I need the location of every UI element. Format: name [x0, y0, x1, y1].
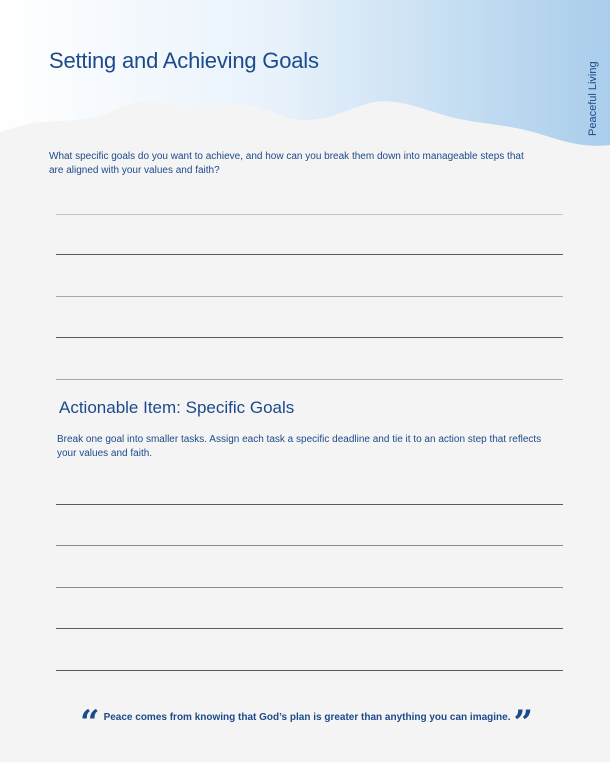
- quote-text: Peace comes from knowing that God’s plan is greater than anything you can imagine.: [103, 711, 511, 723]
- close-quote-icon: ”: [513, 706, 534, 732]
- writing-line[interactable]: [56, 296, 563, 297]
- section-heading: Actionable Item: Specific Goals: [59, 398, 295, 417]
- header-wave: [0, 0, 610, 150]
- page-title: Setting and Achieving Goals: [49, 48, 319, 73]
- writing-line[interactable]: [56, 337, 563, 338]
- writing-line[interactable]: [56, 628, 563, 629]
- writing-line[interactable]: [56, 670, 563, 671]
- action-prompt: Break one goal into smaller tasks. Assign each task a specific deadline and tie it to an action step that reflects your values and faith.: [57, 434, 542, 459]
- reflection-prompt: What specific goals do you want to achieve, and how can you break them down into manageable steps that are aligned with your values and faith?: [49, 151, 524, 176]
- writing-line[interactable]: [56, 545, 563, 546]
- side-label: Peaceful Living: [587, 61, 599, 136]
- writing-line[interactable]: [56, 504, 563, 505]
- writing-line[interactable]: [56, 254, 563, 255]
- writing-line[interactable]: [56, 379, 563, 380]
- open-quote-icon: “: [80, 706, 100, 732]
- writing-line[interactable]: [56, 587, 563, 588]
- writing-line[interactable]: [56, 214, 563, 215]
- footer-quote: [80, 704, 560, 730]
